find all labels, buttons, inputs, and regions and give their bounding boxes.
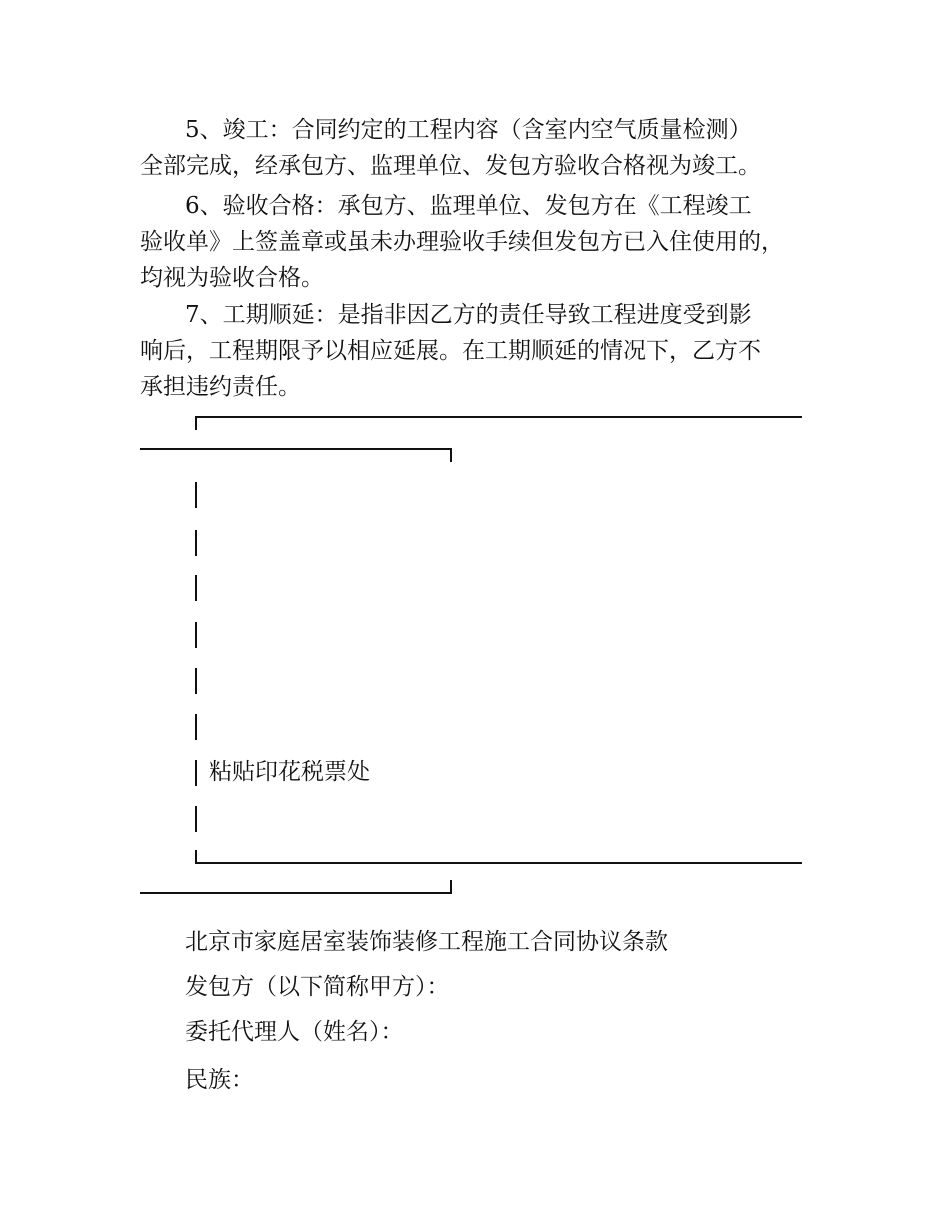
clause-6: [140, 188, 820, 296]
stamp-box-left-border: [195, 530, 197, 556]
clause-6-line-1: 6、验收合格：承包方、监理单位、发包方在《工程竣工: [185, 193, 752, 219]
stamp-box-left-border: [195, 760, 197, 786]
clause-5-line-2: 全部完成，经承包方、监理单位、发包方验收合格视为竣工。: [140, 153, 761, 179]
stamp-box-left-border: [195, 482, 197, 508]
ethnicity-label: 民族：: [185, 1067, 254, 1093]
agent-label: 委托代理人（姓名）：: [185, 1019, 404, 1045]
clause-7-line-2: 响后，工程期限予以相应延展。在工期顺延的情况下，乙方不: [140, 338, 761, 364]
stamp-box-bottom-border-wrap: [140, 880, 452, 894]
stamp-box-left-border: [195, 806, 197, 832]
clause-5: [140, 112, 820, 184]
employer-label: 发包方（以下简称甲方）：: [185, 974, 450, 1000]
stamp-box-left-border: [195, 575, 197, 601]
clause-7-line-3: 承担违约责任。: [140, 374, 301, 400]
stamp-box-top-border: [195, 416, 802, 430]
stamp-box-bottom-border: [195, 850, 802, 864]
clause-7: [140, 297, 820, 405]
clause-6-line-2: 验收单》上签盖章或虽未办理验收手续但发包方已入住使用的，: [140, 229, 784, 255]
clause-7-line-1: 7、工期顺延：是指非因乙方的责任导致工程进度受到影: [185, 302, 752, 328]
stamp-box-top-border-wrap: [140, 448, 452, 462]
stamp-box-label: 粘贴印花税票处: [209, 759, 370, 785]
stamp-box-left-border: [195, 622, 197, 648]
clause-5-line-1: 5、竣工：合同约定的工程内容（含室内空气质量检测）: [185, 117, 752, 143]
stamp-box-left-border: [195, 714, 197, 740]
agreement-title: 北京市家庭居室装饰装修工程施工合同协议条款: [185, 929, 668, 955]
clause-6-line-3: 均视为验收合格。: [140, 265, 324, 291]
stamp-box-left-border: [195, 668, 197, 694]
